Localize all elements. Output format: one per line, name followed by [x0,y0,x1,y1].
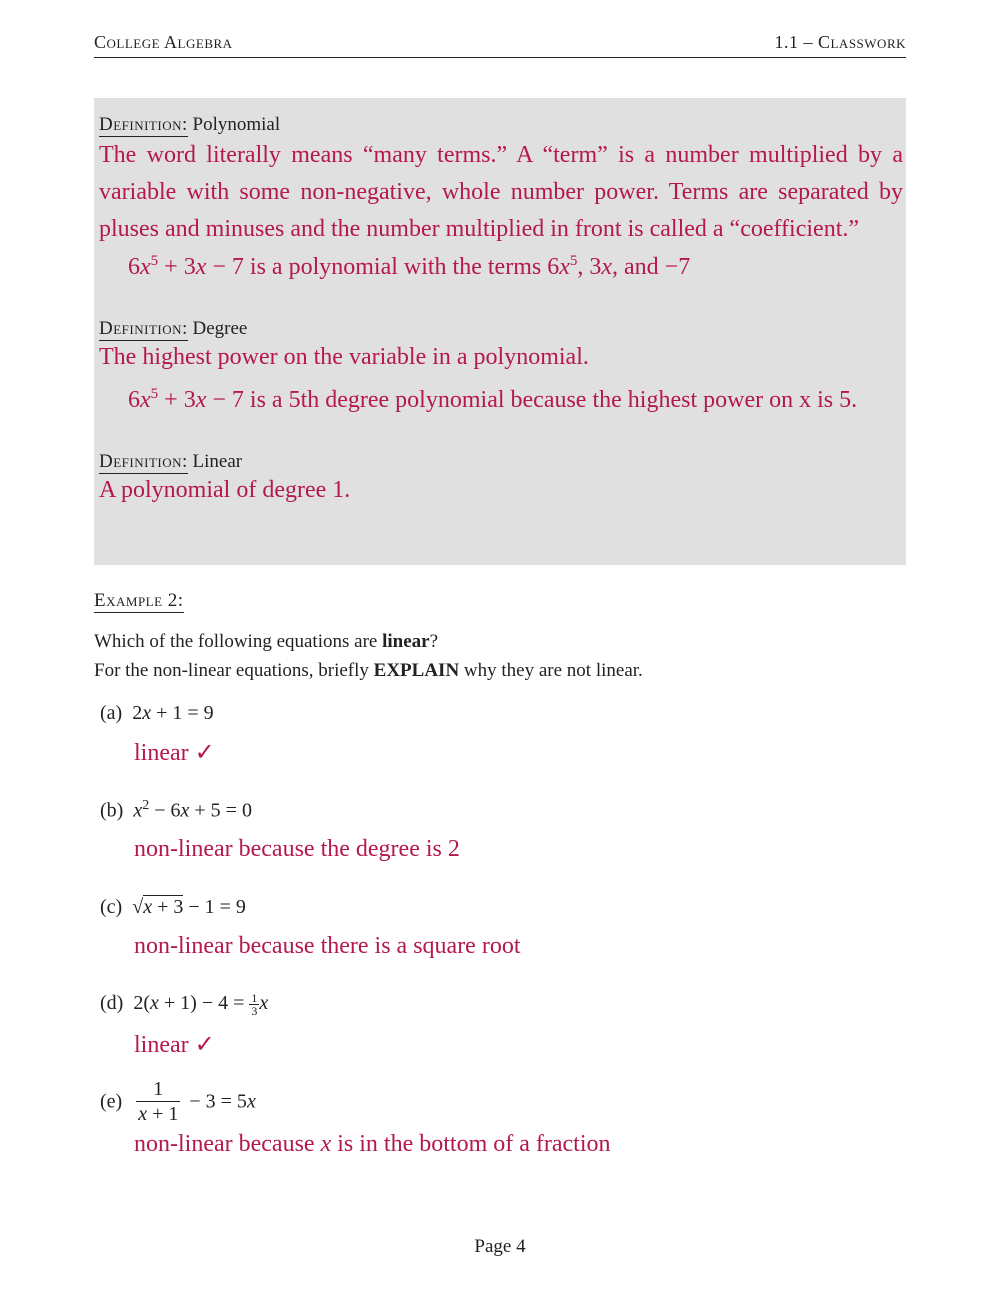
answer-c: non-linear because there is a square root [134,933,521,959]
definition-term: Degree [192,318,248,339]
definition-polynomial-body: The word literally means “many terms.” A “term” is a number multiplied by a variable with some non-negative, whole number power. Terms are separated by pluses and minuses and the number multiplied in front is called a “coefficient.” [99,142,903,242]
definition-polynomial-example: $6x^5 + 3x - 7$ is a polynomial with the terms $6x^5$, 3x, and −7 [128,253,691,280]
answer-b: non-linear because the degree is 2 [134,836,460,862]
definition-label: Definition: [99,318,188,339]
answer-a: linear ✓ [134,740,215,766]
example-label: Example 2: [94,590,184,611]
definition-polynomial-heading [99,114,280,136]
header-rule [94,57,906,58]
answer-e: non-linear because x is in the bottom of a fraction [134,1131,611,1157]
section-title: 1.1 – Classwork [774,32,906,52]
course-title: College Algebra [94,32,233,52]
problem-a: (a) 2x + 1 = 9 [100,702,214,724]
problem-letter: (a) [100,702,123,724]
example-heading [94,590,184,612]
definition-degree-body: The highest power on the variable in a polynomial. [99,344,589,370]
problem-letter: (d) [100,992,124,1015]
page-number: Page 4 [474,1236,526,1257]
problem-b: (b) $x^2 - 6x + 5 = 0$ [100,798,252,822]
definition-degree-example: $6x^5 + 3x - 7$ is a 5th degree polynomial because the highest power on x is 5. [128,386,858,413]
problem-e: (e) $\frac{1}{x + 1}$ − 3 = 5x [100,1078,256,1125]
definition-linear-heading [99,451,242,473]
problem-letter: (e) [100,1090,123,1113]
definition-term: Linear [192,451,243,472]
problem-letter: (b) [100,799,124,822]
answer-d: linear ✓ [134,1032,215,1058]
problem-d: (d) 2(x + 1) − 4 = $\frac{1}{3}$ x [100,991,269,1018]
example-question-line1: Which of the following equations are linear? [94,631,439,652]
problem-letter: (c) [100,896,123,918]
definition-label: Definition: [99,451,188,472]
example-question-line2: For the non-linear equations, briefly EXPLAIN why they are not linear. [94,660,643,681]
definition-degree-heading [99,318,247,340]
definition-label: Definition: [99,114,188,135]
definition-linear-body: A polynomial of degree 1. [99,477,351,503]
example-text: is a polynomial with the terms [249,254,542,280]
example-text: is a 5th degree polynomial because the highest power on x is 5. [249,387,858,413]
problem-c: (c) √x + 3 − 1 = 9 [100,896,246,918]
definition-term: Polynomial [192,114,281,135]
